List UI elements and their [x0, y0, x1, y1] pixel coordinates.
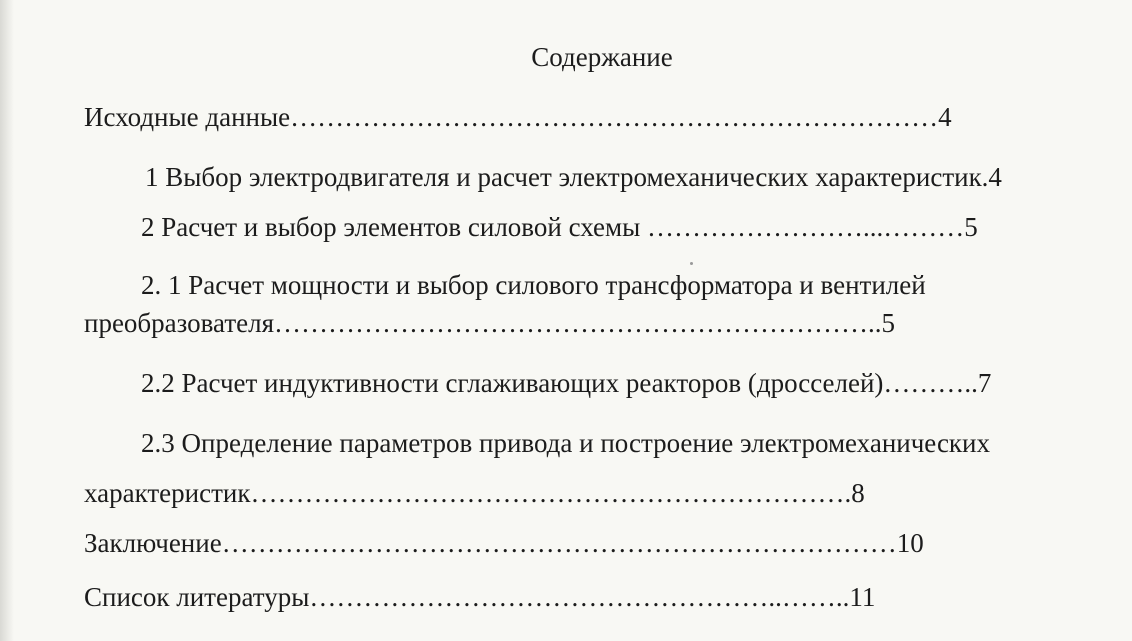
page-title: Содержание: [531, 42, 673, 72]
scan-speck: [690, 262, 693, 265]
toc-entry-motor-selection: 1 Выбор электродвигателя и расчет электромеханических характеристик.4: [145, 162, 1002, 192]
toc-entry-power-circuit: 2 Расчет и выбор элементов силовой схемы ……………………...………5: [141, 212, 978, 242]
toc-entry-transformer-line1: 2. 1 Расчет мощности и выбор силового трансформатора и вентилей: [141, 270, 926, 300]
toc-entry-drive-params-line2: характеристик………………………………………………………….8: [84, 478, 865, 508]
toc-entry-transformer-line2: преобразователя…………………………………………………………..5: [84, 308, 896, 338]
toc-entry-initial-data: Исходные данные………………………………………………………………4: [84, 102, 952, 132]
toc-entry-conclusion: Заключение…………………………………………………………………10: [84, 528, 924, 558]
toc-entry-inductance: 2.2 Расчет индуктивности сглаживающих реакторов (дросселей)………..7: [141, 368, 992, 398]
toc-entry-drive-params-line1: 2.3 Определение параметров привода и построение электромеханических: [141, 428, 990, 458]
scan-shadow-edge: [0, 0, 14, 641]
toc-entry-references: Список литературы……………………………………………..……..11: [84, 582, 876, 612]
